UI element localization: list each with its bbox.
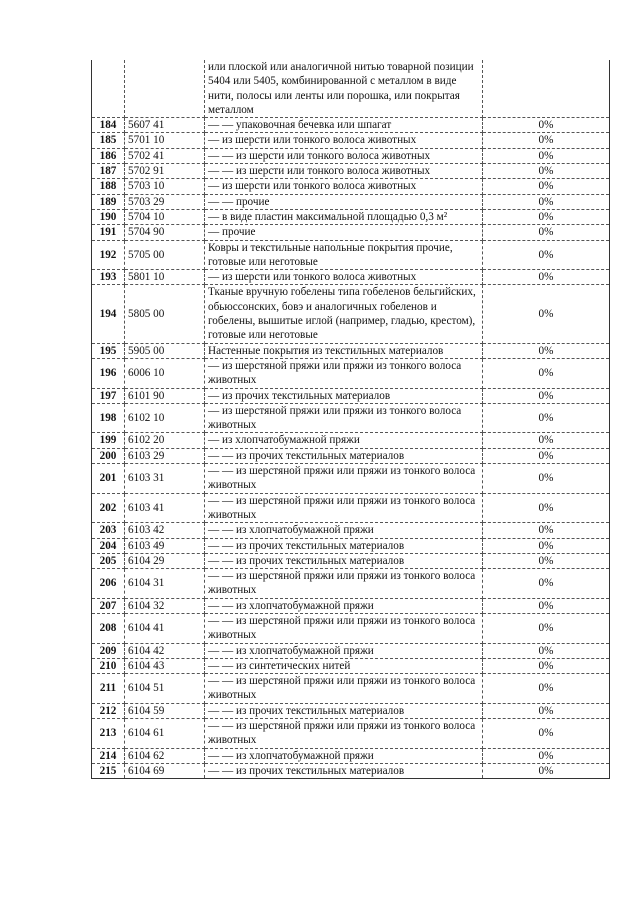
rate-cell: 0% (483, 388, 610, 403)
description-cell: — — из хлопчатобумажной пряжи (205, 643, 483, 658)
description-cell: — — из прочих текстильных материалов (205, 763, 483, 778)
rate-cell: 0% (483, 493, 610, 523)
rate-cell: 0% (483, 403, 610, 433)
row-number-cell: 208 (92, 613, 125, 643)
hs-code-cell: 5607 41 (125, 118, 205, 133)
rate-cell: 0% (483, 133, 610, 148)
tariff-table (91, 60, 610, 779)
table-row (92, 164, 610, 179)
rate-cell: 0% (483, 464, 610, 494)
rate-cell: 0% (483, 448, 610, 463)
hs-code-cell: 6104 61 (125, 719, 205, 749)
row-number-cell: 188 (92, 179, 125, 194)
description-cell: — — из прочих текстильных материалов (205, 703, 483, 718)
description-cell: — — прочие (205, 194, 483, 209)
hs-code-cell: 6102 20 (125, 433, 205, 448)
description-cell: Настенные покрытия из текстильных материалов (205, 343, 483, 358)
hs-code-cell: 6104 31 (125, 569, 205, 599)
hs-code-cell: 5702 91 (125, 164, 205, 179)
rate-cell: 0% (483, 343, 610, 358)
hs-code-cell: 6104 51 (125, 674, 205, 704)
hs-code-cell: 6103 31 (125, 464, 205, 494)
hs-code-cell: 6104 41 (125, 613, 205, 643)
hs-code-cell: 6102 10 (125, 403, 205, 433)
rate-cell: 0% (483, 658, 610, 673)
table-row (92, 598, 610, 613)
table-row (92, 343, 610, 358)
rate-cell: 0% (483, 763, 610, 778)
row-number-cell: 207 (92, 598, 125, 613)
description-cell: — из шерсти или тонкого волоса животных (205, 270, 483, 285)
tariff-table-body (92, 60, 610, 779)
row-number-cell: 214 (92, 748, 125, 763)
hs-code-cell: 5701 10 (125, 133, 205, 148)
hs-code-cell (125, 60, 205, 118)
description-cell: — — из шерсти или тонкого волоса животных (205, 148, 483, 163)
rate-cell: 0% (483, 569, 610, 599)
row-number-cell: 198 (92, 403, 125, 433)
table-row (92, 613, 610, 643)
hs-code-cell: 5703 10 (125, 179, 205, 194)
table-row (92, 493, 610, 523)
table-row (92, 719, 610, 749)
row-number-cell: 195 (92, 343, 125, 358)
rate-cell: 0% (483, 598, 610, 613)
rate-cell: 0% (483, 225, 610, 240)
row-number-cell: 185 (92, 133, 125, 148)
row-number-cell: 210 (92, 658, 125, 673)
rate-cell: 0% (483, 240, 610, 270)
hs-code-cell: 6104 29 (125, 553, 205, 568)
table-row (92, 433, 610, 448)
description-cell: — из шерстяной пряжи или пряжи из тонкого волоса животных (205, 358, 483, 388)
description-cell: — из шерсти или тонкого волоса животных (205, 133, 483, 148)
table-row (92, 285, 610, 343)
row-number-cell: 187 (92, 164, 125, 179)
rate-cell: 0% (483, 523, 610, 538)
rate-cell: 0% (483, 164, 610, 179)
table-row (92, 118, 610, 133)
table-row (92, 763, 610, 778)
row-number-cell: 203 (92, 523, 125, 538)
row-number-cell (92, 60, 125, 118)
hs-code-cell: 5705 00 (125, 240, 205, 270)
hs-code-cell: 6103 29 (125, 448, 205, 463)
rate-cell: 0% (483, 719, 610, 749)
table-row (92, 403, 610, 433)
row-number-cell: 213 (92, 719, 125, 749)
hs-code-cell: 5905 00 (125, 343, 205, 358)
description-cell: — — из шерстяной пряжи или пряжи из тонкого волоса животных (205, 613, 483, 643)
description-cell: Тканые вручную гобелены типа гобеленов бельгийских, обьюссонских, бовэ и аналогичных гобеленов и гобелены, вышитые иглой (например, гладью, крестом), готовые или неготовые (205, 285, 483, 343)
table-row (92, 748, 610, 763)
hs-code-cell: 6104 32 (125, 598, 205, 613)
row-number-cell: 193 (92, 270, 125, 285)
hs-code-cell: 5703 29 (125, 194, 205, 209)
row-number-cell: 184 (92, 118, 125, 133)
rate-cell: 0% (483, 553, 610, 568)
rate-cell: 0% (483, 179, 610, 194)
rate-cell: 0% (483, 194, 610, 209)
rate-cell: 0% (483, 285, 610, 343)
table-row (92, 240, 610, 270)
table-row (92, 703, 610, 718)
rate-cell: 0% (483, 118, 610, 133)
hs-code-cell: 5805 00 (125, 285, 205, 343)
row-number-cell: 215 (92, 763, 125, 778)
row-number-cell: 211 (92, 674, 125, 704)
description-cell: — — из шерстяной пряжи или пряжи из тонкого волоса животных (205, 464, 483, 494)
table-row (92, 388, 610, 403)
rate-cell: 0% (483, 270, 610, 285)
description-cell: — — из хлопчатобумажной пряжи (205, 598, 483, 613)
description-cell: — прочие (205, 225, 483, 240)
rate-cell: 0% (483, 613, 610, 643)
description-cell: — — из синтетических нитей (205, 658, 483, 673)
rate-cell: 0% (483, 148, 610, 163)
table-row (92, 553, 610, 568)
table-row (92, 538, 610, 553)
rate-cell: 0% (483, 538, 610, 553)
hs-code-cell: 5704 10 (125, 209, 205, 224)
description-cell: — из хлопчатобумажной пряжи (205, 433, 483, 448)
description-cell: — из шерстяной пряжи или пряжи из тонкого волоса животных (205, 403, 483, 433)
description-cell: — — из шерстяной пряжи или пряжи из тонкого волоса животных (205, 674, 483, 704)
row-number-cell: 212 (92, 703, 125, 718)
description-cell: — — из прочих текстильных материалов (205, 553, 483, 568)
rate-cell: 0% (483, 748, 610, 763)
hs-code-cell: 6104 69 (125, 763, 205, 778)
row-number-cell: 201 (92, 464, 125, 494)
row-number-cell: 206 (92, 569, 125, 599)
description-cell: — — из шерсти или тонкого волоса животных (205, 164, 483, 179)
hs-code-cell: 6101 90 (125, 388, 205, 403)
table-row (92, 569, 610, 599)
table-row (92, 658, 610, 673)
description-cell: — — из шерстяной пряжи или пряжи из тонкого волоса животных (205, 719, 483, 749)
hs-code-cell: 6104 43 (125, 658, 205, 673)
description-cell: — — из хлопчатобумажной пряжи (205, 748, 483, 763)
row-number-cell: 190 (92, 209, 125, 224)
table-row-continuation (92, 60, 610, 118)
description-cell: — из шерсти или тонкого волоса животных (205, 179, 483, 194)
description-cell: — — из прочих текстильных материалов (205, 448, 483, 463)
rate-cell (483, 60, 610, 118)
rate-cell: 0% (483, 703, 610, 718)
rate-cell: 0% (483, 209, 610, 224)
table-row (92, 358, 610, 388)
table-row (92, 225, 610, 240)
row-number-cell: 194 (92, 285, 125, 343)
description-cell: или плоской или аналогичной нитью товарной позиции 5404 или 5405, комбинированной с металлом в виде нити, полосы или ленты или порошка, или покрытая металлом (205, 60, 483, 118)
table-row (92, 194, 610, 209)
row-number-cell: 186 (92, 148, 125, 163)
description-cell: — — из шерстяной пряжи или пряжи из тонкого волоса животных (205, 493, 483, 523)
row-number-cell: 196 (92, 358, 125, 388)
row-number-cell: 209 (92, 643, 125, 658)
table-row (92, 270, 610, 285)
hs-code-cell: 6104 62 (125, 748, 205, 763)
table-row (92, 148, 610, 163)
description-cell: — — упаковочная бечевка или шпагат (205, 118, 483, 133)
row-number-cell: 204 (92, 538, 125, 553)
table-row (92, 448, 610, 463)
rate-cell: 0% (483, 643, 610, 658)
row-number-cell: 200 (92, 448, 125, 463)
hs-code-cell: 5801 10 (125, 270, 205, 285)
hs-code-cell: 6006 10 (125, 358, 205, 388)
row-number-cell: 191 (92, 225, 125, 240)
table-row (92, 674, 610, 704)
description-cell: — в виде пластин максимальной площадью 0,3 м² (205, 209, 483, 224)
table-row (92, 209, 610, 224)
row-number-cell: 205 (92, 553, 125, 568)
rate-cell: 0% (483, 674, 610, 704)
description-cell: Ковры и текстильные напольные покрытия прочие, готовые или неготовые (205, 240, 483, 270)
table-row (92, 179, 610, 194)
description-cell: — из прочих текстильных материалов (205, 388, 483, 403)
hs-code-cell: 6104 42 (125, 643, 205, 658)
row-number-cell: 189 (92, 194, 125, 209)
hs-code-cell: 5704 90 (125, 225, 205, 240)
hs-code-cell: 6104 59 (125, 703, 205, 718)
rate-cell: 0% (483, 433, 610, 448)
row-number-cell: 192 (92, 240, 125, 270)
table-row (92, 464, 610, 494)
table-row (92, 133, 610, 148)
rate-cell: 0% (483, 358, 610, 388)
row-number-cell: 199 (92, 433, 125, 448)
row-number-cell: 197 (92, 388, 125, 403)
description-cell: — — из хлопчатобумажной пряжи (205, 523, 483, 538)
hs-code-cell: 6103 42 (125, 523, 205, 538)
table-row (92, 523, 610, 538)
table-row (92, 643, 610, 658)
hs-code-cell: 6103 41 (125, 493, 205, 523)
row-number-cell: 202 (92, 493, 125, 523)
hs-code-cell: 6103 49 (125, 538, 205, 553)
hs-code-cell: 5702 41 (125, 148, 205, 163)
description-cell: — — из прочих текстильных материалов (205, 538, 483, 553)
description-cell: — — из шерстяной пряжи или пряжи из тонкого волоса животных (205, 569, 483, 599)
